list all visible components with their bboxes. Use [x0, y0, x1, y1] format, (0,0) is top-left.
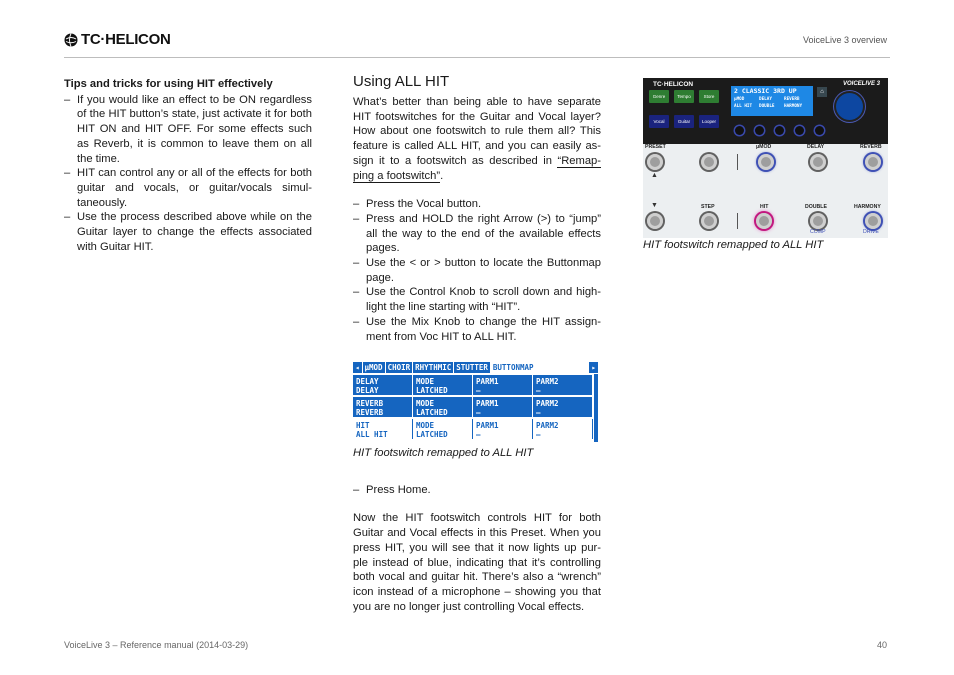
divider: [737, 154, 738, 170]
home-step-list: [353, 483, 601, 498]
page-number: 40: [876, 640, 887, 650]
label-delay: DELAY: [807, 144, 825, 150]
footer-manual-title: VoiceLive 3 – Reference manual (2014-03-29): [64, 640, 249, 650]
label-comp: COMP: [810, 229, 826, 235]
list-item: – Press and HOLD the right Arrow (>) to “jump” all the way to the end of the available effects pages.: [353, 212, 601, 256]
preset-name: 2 CLASSIC 3RD UP: [734, 87, 797, 95]
mix-knob[interactable]: [735, 126, 744, 135]
tab-left-arrow-icon: ◂: [353, 362, 363, 373]
outro-paragraph: Now the HIT footswitch controls HIT for both Guitar and Vocal effects in this Preset. When you press HIT, you will see that it now lights up pur-ple instead of blue, indicating that it’s controlling both vocal and guitar hit. There’s also a “wrench” icon instead of a microphone – showing you that you are no longer just controlling Vocal effects.: [353, 512, 601, 613]
divider: [737, 213, 738, 229]
arrow-up-icon: ▲: [651, 172, 658, 179]
tab-umod: μMOD: [363, 362, 386, 373]
lcd-caption: HIT footswitch remapped to ALL HIT: [353, 447, 534, 459]
lcd-tab-bar: [353, 362, 598, 373]
brand-logo: [64, 31, 171, 48]
tab-stutter: STUTTER: [454, 362, 491, 373]
list-item: – HIT can control any or all of the effects for both guitar and vocals, or guitar/vocals simul-taneously.: [64, 166, 312, 210]
table-row: DELAY DELAY MODE LATCHED PARM1 – PARM2 –: [353, 375, 593, 395]
label-preset: PRESET: [645, 144, 666, 150]
device-brand: TC·HELICON: [653, 81, 694, 88]
label-umod: μMOD: [756, 144, 772, 150]
param-knob[interactable]: [755, 126, 764, 135]
home-button[interactable]: ⌂: [817, 87, 827, 97]
label-double: DOUBLE: [805, 204, 827, 210]
label-drive: DRIVE: [863, 229, 879, 235]
steps-list: [353, 197, 601, 344]
label-harmony: HARMONY: [854, 204, 881, 210]
list-item: – Press Home.: [353, 483, 601, 498]
param-knob[interactable]: [795, 126, 804, 135]
genre-button[interactable]: Genre: [649, 90, 669, 103]
hit-footswitch[interactable]: [756, 213, 772, 229]
voicelive-device: [643, 78, 888, 238]
brand-name: TC·HELICON: [81, 31, 171, 48]
list-item: – Use the Mix Knob to change the HIT assign-ment from Voc HIT to ALL HIT.: [353, 315, 601, 344]
globe-icon: [64, 33, 78, 47]
tab-buttonmap: BUTTONMAP: [491, 362, 590, 373]
tab-rhythmic: RHYTHMIC: [413, 362, 454, 373]
footswitch[interactable]: [701, 154, 717, 170]
section-heading: Using ALL HIT: [353, 73, 450, 90]
device-caption: HIT footswitch remapped to ALL HIT: [643, 239, 824, 251]
lcd-grid: [353, 375, 593, 439]
double-footswitch[interactable]: [810, 213, 826, 229]
tab-right-arrow-icon: ▸: [591, 363, 596, 372]
allhit-column: [353, 73, 601, 344]
guitar-button[interactable]: Guitar: [674, 115, 694, 128]
label-step: STEP: [701, 204, 715, 210]
lcd-scrollbar: [594, 374, 598, 442]
harmony-footswitch[interactable]: [865, 213, 881, 229]
list-item: – Press the Vocal button.: [353, 197, 601, 212]
umod-footswitch[interactable]: [758, 154, 774, 170]
header-divider: [64, 57, 890, 58]
table-row: REVERB REVERB MODE LATCHED PARM1 – PARM2 –: [353, 397, 593, 417]
buttonmap-lcd: [353, 362, 598, 442]
list-item: – Use the Control Knob to scroll down and high-light the line starting with “HIT”.: [353, 285, 601, 314]
tempo-button[interactable]: Tempo: [674, 90, 694, 103]
device-screen: 2 CLASSIC 3RD UP μMOD DELAY REVERB ALL HIT DOUBLE HARMONY: [731, 86, 813, 116]
intro-paragraph: What’s better than being able to have separate HIT footswitches for the Guitar and Vocal layer? How about one footswitch to rule them all? This feature is called ALL HIT, and you can easily as-sign it to a footswitch as described in “Remap-ping a footswitch”.: [353, 96, 601, 182]
remap-link[interactable]: “Remap-ping a footswitch”: [353, 154, 601, 182]
device-top-panel: [643, 78, 888, 144]
tips-heading: Tips and tricks for using HIT effectively: [64, 78, 273, 90]
reverb-footswitch[interactable]: [865, 154, 881, 170]
vocal-button[interactable]: Vocal: [649, 115, 669, 128]
list-item: – Use the < or > button to locate the Buttonmap page.: [353, 256, 601, 285]
label-hit: HIT: [760, 204, 769, 210]
list-item: – If you would like an effect to be ON regardless of the HIT button’s state, just activate it for both HIT ON and HIT OFF. For some effects such as Reverb, it is common to leave them on all the time.: [64, 93, 312, 167]
delay-footswitch[interactable]: [810, 154, 826, 170]
param-knob[interactable]: [775, 126, 784, 135]
param-knob[interactable]: [815, 126, 824, 135]
device-model: VOICELIVE 3: [842, 81, 880, 87]
looper-button[interactable]: Looper: [699, 115, 719, 128]
label-reverb: REVERB: [860, 144, 882, 150]
preset-up-footswitch[interactable]: [647, 154, 663, 170]
tips-column: [64, 77, 312, 254]
allhit-lower: [353, 446, 601, 614]
table-row-selected: HIT ALL HIT MODE LATCHED PARM1 – PARM2 –: [353, 419, 593, 439]
arrow-down-icon: ▼: [651, 202, 658, 209]
preset-down-footswitch[interactable]: [647, 213, 663, 229]
section-title: VoiceLive 3 overview: [802, 35, 887, 45]
step-footswitch[interactable]: [701, 213, 717, 229]
control-knob[interactable]: [836, 93, 863, 120]
tab-choir: CHOIR: [386, 362, 414, 373]
list-item: – Use the process described above while on the Guitar layer to change the effects associated with Guitar HIT.: [64, 210, 312, 254]
tips-list: [64, 93, 312, 255]
store-button[interactable]: Store: [699, 90, 719, 103]
